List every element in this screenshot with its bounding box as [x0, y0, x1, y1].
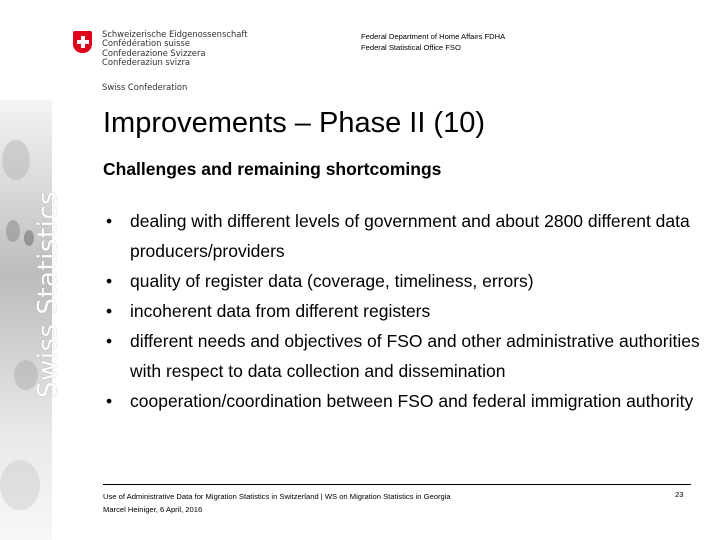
bullet-text: cooperation/coordination between FSO and federal immigration authority	[130, 391, 694, 411]
footer-info	[103, 490, 451, 516]
bullet-dot: •	[106, 391, 113, 411]
photo-figure	[2, 140, 30, 180]
photo-figure	[6, 220, 20, 242]
bullet-item	[103, 386, 703, 416]
confederation-name-fr: Confédération suisse	[102, 38, 191, 49]
confederation-name-rm: Confederaziun svizra	[102, 57, 191, 68]
bullet-text: dealing with different levels of government and about 2800 different data producers/providers	[130, 211, 690, 261]
bullet-dot: •	[106, 301, 113, 321]
swiss-cross-shield-icon	[73, 31, 92, 53]
department-info	[361, 31, 505, 53]
bullet-text: quality of register data (coverage, timeliness, errors)	[130, 271, 534, 291]
photo-figure	[0, 460, 40, 510]
slide-subtitle: Challenges and remaining shortcomings	[103, 159, 442, 179]
swiss-confederation-label: Swiss Confederation	[102, 82, 188, 92]
bullet-item	[103, 266, 703, 296]
bullet-dot: •	[106, 211, 113, 231]
bullet-item	[103, 296, 703, 326]
confederation-names	[102, 30, 247, 68]
swiss-statistics-vertical-label: Swiss Statistics	[33, 190, 63, 398]
confederation-name-de: Schweizerische Eidgenossenschaft	[102, 29, 248, 39]
office-name: Federal Statistical Office FSO	[361, 43, 461, 52]
bullet-item	[103, 326, 703, 386]
bullet-text: incoherent data from different registers	[130, 301, 431, 321]
bullet-dot: •	[106, 331, 113, 351]
footer-author-date: Marcel Heiniger, 6 April, 2016	[103, 505, 203, 514]
page-number: 23	[675, 490, 684, 499]
department-name: Federal Department of Home Affairs FDHA	[361, 32, 506, 41]
slide-title: Improvements – Phase II (10)	[103, 107, 485, 139]
confederation-name-it: Confederazione Svizzera	[102, 47, 206, 58]
bullet-item	[103, 206, 703, 266]
bullet-list	[103, 206, 703, 416]
footer-divider	[103, 484, 691, 485]
bullet-text: different needs and objectives of FSO and other administrative authorities with respect to data collection and dissemination	[130, 331, 700, 381]
footer-presentation-title: Use of Administrative Data for Migration Statistics in Switzerland | WS on Migration Statistics in Georgia	[103, 492, 451, 501]
bullet-dot: •	[106, 271, 113, 291]
